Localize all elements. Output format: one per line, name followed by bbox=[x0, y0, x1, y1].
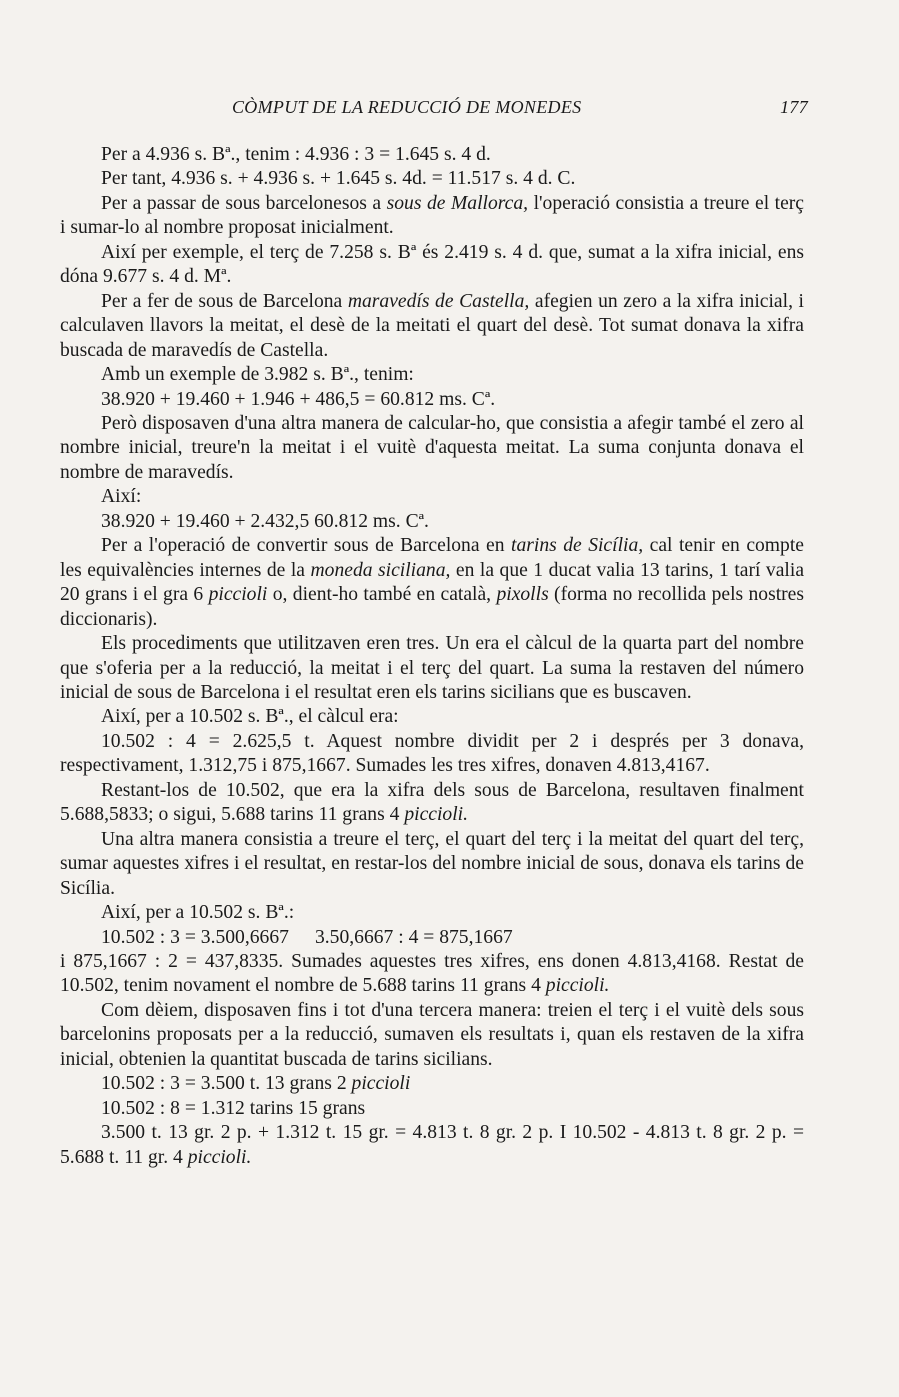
paragraph bbox=[60, 192, 804, 241]
text-run: 10.502 : 8 = 1.312 tarins 15 grans bbox=[101, 1097, 366, 1119]
paragraph bbox=[60, 388, 804, 412]
italic-text: pixolls bbox=[496, 584, 549, 606]
text-run: Una altra manera consistia a treure el terç, el quart del terç i la meitat del quart del terç, sumar aquestes xifres i el resultat, en restar-los del nombre inicial de sous, donava els tarins de Sicília. bbox=[60, 828, 804, 899]
paragraph bbox=[60, 779, 804, 828]
text-run: Per a fer de sous de Barcelona bbox=[101, 290, 348, 312]
body-text bbox=[60, 143, 804, 1170]
paragraph bbox=[60, 1097, 804, 1121]
text-run: afegien un zero a la xifra inicial, i calculaven llavors la meitat, el desè de la meitati el quart del desè. Tot sumat donava la xifra buscada de maravedís de Castella. bbox=[60, 290, 804, 361]
text-run: 10.502 : 3 = 3.500 t. 13 grans 2 bbox=[101, 1073, 352, 1095]
text-run: Per a 4.936 s. Bª., tenim : 4.936 : 3 = 1.645 s. 4 d. bbox=[101, 144, 491, 165]
italic-text: piccioli. bbox=[187, 1146, 252, 1168]
paragraph bbox=[60, 241, 804, 290]
paragraph bbox=[60, 705, 804, 729]
italic-text: maravedís de Castella, bbox=[347, 290, 530, 312]
text-run: Com dèiem, disposaven fins i tot d'una tercera manera: treien el terç i el vuitè dels sous barcelonins proposats per a la reducció, sumaven els resultats i, quan els restaven de la xifra inicial, obtenien la quantitat buscada de tarins sicilians. bbox=[60, 999, 804, 1070]
text-run: l'operació consistia a treure el terç i sumar-lo al nombre proposat inicialment. bbox=[60, 192, 805, 239]
paragraph bbox=[60, 485, 804, 509]
text-run: Per tant, 4.936 s. + 4.936 s. + 1.645 s. 4d. = 11.517 s. 4 d. C. bbox=[101, 168, 576, 190]
text-run: Per a l'operació de convertir sous de Barcelona en bbox=[101, 535, 512, 557]
paragraph bbox=[60, 950, 804, 999]
paragraph bbox=[60, 143, 804, 167]
italic-text: piccioli. bbox=[545, 975, 610, 997]
text-run: Així, per a 10.502 s. Bª., el càlcul era: bbox=[101, 706, 399, 728]
paragraph bbox=[60, 901, 804, 925]
page-number: 177 bbox=[780, 97, 808, 117]
text-run: 3.500 t. 13 gr. 2 p. + 1.312 t. 15 gr. = 4.813 t. 8 gr. 2 p. I 10.502 - 4.813 t. 8 gr. 2 p. = 5.688 t. 11 gr. 4 bbox=[60, 1122, 804, 1168]
text-run: Amb un exemple de 3.982 s. Bª., tenim: bbox=[101, 364, 414, 386]
text-run: o, dient-ho també en català, bbox=[267, 584, 497, 606]
italic-text: piccioli bbox=[208, 584, 268, 606]
paragraph bbox=[60, 167, 804, 191]
paragraph bbox=[60, 632, 804, 705]
text-run: cal tenir en compte les equivalències internes de la bbox=[60, 535, 804, 581]
equation-row bbox=[60, 926, 804, 950]
running-title: CÒMPUT DE LA REDUCCIÓ DE MONEDES bbox=[232, 97, 582, 117]
text-run: (forma no recollida pels nostres diccionaris). bbox=[60, 584, 805, 630]
paragraph bbox=[60, 363, 804, 387]
italic-text: piccioli bbox=[351, 1073, 411, 1095]
text-run: 38.920 + 19.460 + 2.432,5 60.812 ms. Cª. bbox=[101, 510, 429, 532]
running-header bbox=[60, 97, 808, 121]
text-run: Restant-los de 10.502, que era la xifra dels sous de Barcelona, resultaven finalment 5.688,5833; o sigui, 5.688 tarins 11 grans 4 bbox=[60, 779, 804, 826]
text-run: Així, per a 10.502 s. Bª.: bbox=[101, 902, 295, 924]
text-run: 10.502 : 4 = 2.625,5 t. Aquest nombre dividit per 2 i després per 3 donava, respectivament, 1.312,75 i 875,1667. Sumades les tres xifres, donaven 4.813,4167. bbox=[60, 730, 804, 777]
paragraph bbox=[60, 828, 804, 901]
equation-a: 10.502 : 3 = 3.500,6667 bbox=[101, 926, 289, 948]
italic-text: tarins de Sicília, bbox=[511, 535, 644, 557]
italic-text: sous de Mallorca, bbox=[386, 192, 529, 214]
paragraph bbox=[60, 534, 804, 632]
paragraph bbox=[60, 412, 804, 485]
paragraph bbox=[60, 730, 804, 779]
paragraph bbox=[60, 1072, 804, 1096]
equation-b: 3.50,6667 : 4 = 875,1667 bbox=[314, 926, 513, 948]
italic-text: piccioli. bbox=[404, 804, 468, 826]
text-run: Però disposaven d'una altra manera de calcular-ho, que consistia a afegir també el zero al nombre inicial, treure'n la meitat i el vuitè d'aquesta meitat. La suma conjunta donava el nombre de maravedís. bbox=[60, 412, 804, 483]
text-run: 38.920 + 19.460 + 1.946 + 486,5 = 60.812 ms. Cª. bbox=[101, 388, 496, 410]
text-run: Per a passar de sous barcelonesos a bbox=[101, 192, 387, 214]
text-run: Els procediments que utilitzaven eren tres. Un era el càlcul de la quarta part del nombre que s'oferia per a la reducció, la meitat i el terç del quart. La suma la restaven del número inicial de sous de Barcelona i el resultat eren els tarins sicilians que es buscaven. bbox=[60, 633, 804, 703]
paragraph-group-2 bbox=[60, 950, 804, 1170]
paragraph bbox=[60, 999, 804, 1072]
text-run: Així: bbox=[101, 486, 142, 508]
paragraph-group-1 bbox=[60, 143, 804, 926]
text-run: i 875,1667 : 2 = 437,8335. Sumades aquestes tres xifres, ens donen 4.813,4168. Restat de 10.502, tenim novament el nombre de 5.688 tarins 11 grans 4 bbox=[60, 950, 804, 997]
paragraph bbox=[60, 510, 804, 534]
paragraph bbox=[60, 1121, 804, 1170]
paragraph bbox=[60, 290, 804, 363]
text-run: en la que 1 ducat valia 13 tarins, 1 tarí valia 20 grans i el gra 6 bbox=[60, 559, 805, 606]
text-run: Així per exemple, el terç de 7.258 s. Bª és 2.419 s. 4 d. que, sumat a la xifra inicial, ens dóna 9.677 s. 4 d. Mª. bbox=[60, 241, 804, 288]
italic-text: moneda siciliana, bbox=[310, 559, 451, 581]
